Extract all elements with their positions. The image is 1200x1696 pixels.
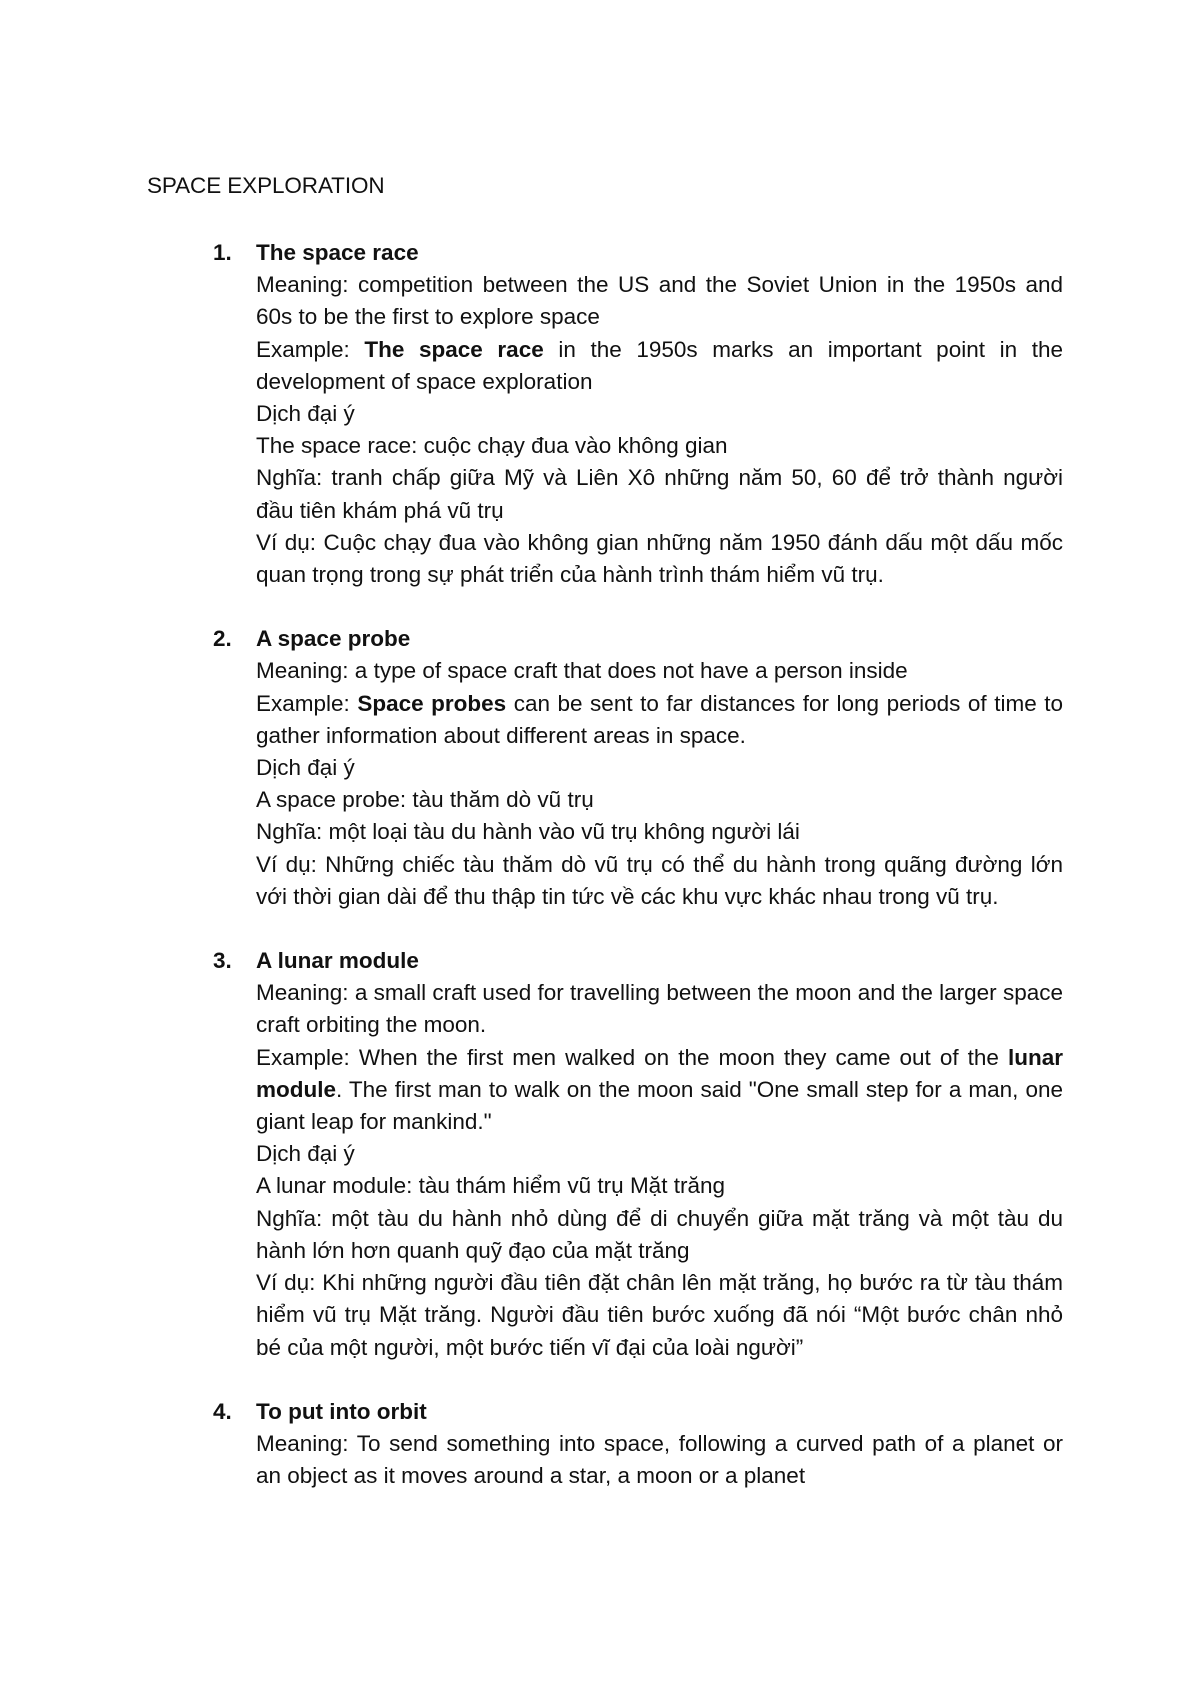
entry-number: 4. [213, 1398, 232, 1424]
vi-term: The space race: cuộc chạy đua vào không gian [256, 433, 728, 459]
document-title: SPACE EXPLORATION [147, 173, 385, 198]
translation-heading: Dịch đại ý [256, 401, 355, 427]
vocabulary-entry [213, 945, 1063, 1364]
translation-heading: Dịch đại ý [256, 755, 355, 781]
entry-term: A lunar module [256, 948, 419, 974]
entry-term: The space race [256, 240, 419, 265]
vocabulary-entry [213, 1396, 1063, 1493]
example-prefix: Example: [256, 336, 365, 362]
vocabulary-entry [213, 237, 1063, 591]
entry-example [256, 688, 1063, 752]
vi-example: Ví dụ: Những chiếc tàu thăm dò vũ trụ có thể du hành trong quãng đường lớn với thời gian dài để thu thập tin tức về các khu vực khác nhau trong vũ trụ. [256, 851, 1063, 909]
vi-meaning: Nghĩa: một loại tàu du hành vào vũ trụ không người lái [256, 819, 800, 845]
example-prefix: Example: When the first men walked on the moon they came out of the [256, 1044, 1008, 1070]
vocabulary-list [213, 237, 1063, 1524]
vi-term: A space probe: tàu thăm dò vũ trụ [256, 787, 594, 813]
example-prefix: Example: [256, 690, 358, 716]
entry-number: 1. [213, 240, 232, 265]
example-suffix: can be sent to far distances for long periods of time to gather information about different areas in space. [256, 690, 1064, 748]
entry-term: To put into orbit [256, 1398, 427, 1424]
example-suffix: in the 1950s marks an important point in the development of space exploration [256, 336, 1063, 394]
entry-meaning: Meaning: competition between the US and the Soviet Union in the 1950s and 60s to be the first to explore space [256, 272, 1063, 330]
vi-meaning: Nghĩa: tranh chấp giữa Mỹ và Liên Xô những năm 50, 60 để trở thành người đầu tiên khám phá vũ trụ [256, 465, 1063, 523]
example-suffix: . The first man to walk on the moon said "One small step for a man, one giant leap for mankind." [256, 1076, 1063, 1135]
entry-meaning: Meaning: To send something into space, following a curved path of a planet or an object as it moves around a star, a moon or a planet [256, 1430, 1063, 1489]
vocabulary-entry [213, 623, 1063, 913]
entry-meaning: Meaning: a type of space craft that does not have a person inside [256, 658, 908, 684]
entry-term: A space probe [256, 626, 411, 652]
example-highlight-term: The space race [364, 336, 544, 362]
example-highlight-term: lunar module [256, 1044, 1063, 1102]
translation-heading: Dịch đại ý [256, 1141, 355, 1167]
vi-example: Ví dụ: Cuộc chạy đua vào không gian những năm 1950 đánh dấu một dấu mốc quan trọng trong sự phát triển của hành trình thám hiểm vũ trụ. [256, 529, 1063, 588]
entry-meaning: Meaning: a small craft used for travelling between the moon and the larger space craft orbiting the moon. [256, 980, 1063, 1038]
vi-example: Ví dụ: Khi những người đầu tiên đặt chân lên mặt trăng, họ bước ra từ tàu thám hiểm vũ trụ Mặt trăng. Người đầu tiên bước xuống đã nói “Một bước chân nhỏ bé của một người, một bước tiến vĩ đại của loài người” [256, 1270, 1063, 1360]
vi-term: A lunar module: tàu thám hiểm vũ trụ Mặt trăng [256, 1173, 725, 1199]
entry-example [256, 334, 1063, 398]
entry-number: 3. [213, 948, 232, 974]
entry-example [256, 1042, 1063, 1139]
entry-number: 2. [213, 626, 232, 652]
example-highlight-term: Space probes [357, 690, 507, 716]
vi-meaning: Nghĩa: một tàu du hành nhỏ dùng để di chuyển giữa mặt trăng và một tàu du hành lớn hơn quanh quỹ đạo của mặt trăng [256, 1205, 1063, 1263]
